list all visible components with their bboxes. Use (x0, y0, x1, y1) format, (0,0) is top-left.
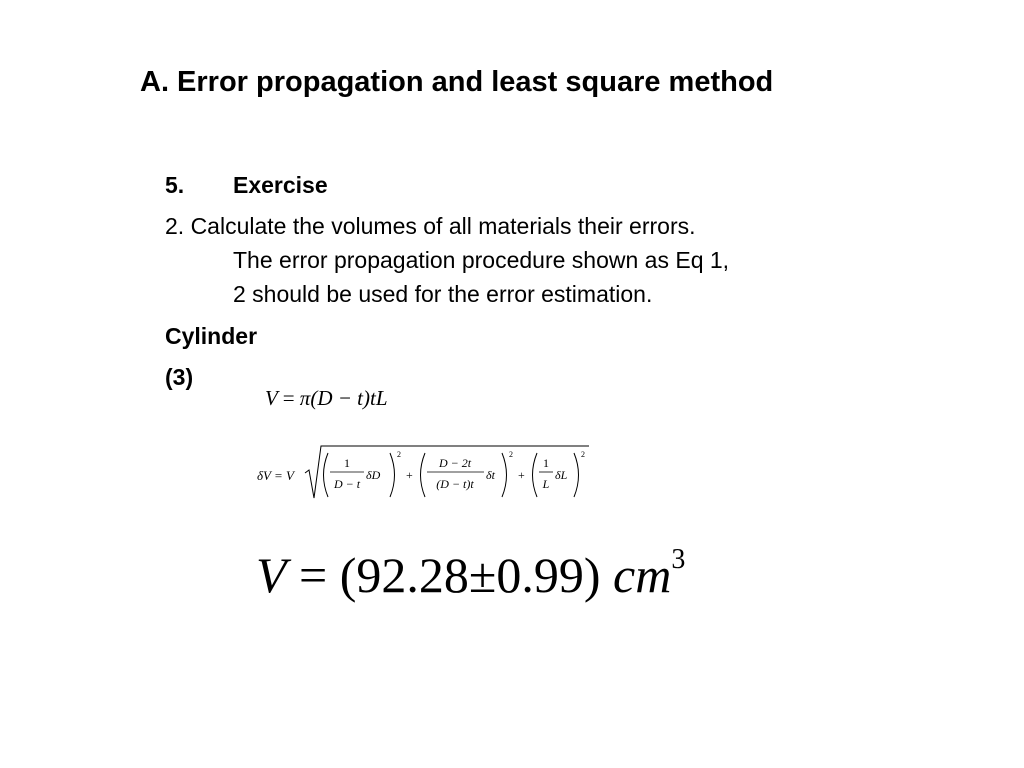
volume-lhs: V (265, 386, 278, 410)
result-lhs: V (256, 547, 287, 603)
result-plus-minus: ± (468, 547, 497, 603)
plus-1: + (406, 468, 413, 482)
paren-open-2 (421, 453, 426, 497)
paren-close-2 (502, 453, 507, 497)
result-value: (92.28 (339, 547, 469, 603)
term2-exponent: 2 (509, 450, 513, 459)
volume-suffix: tL (370, 386, 388, 410)
term1-factor: δD (366, 468, 381, 482)
result-error: 0.99) (496, 547, 601, 603)
slide-title: A. Error propagation and least square method (140, 66, 774, 98)
term2-denominator: (D − t)t (436, 477, 474, 491)
paragraph-line-2: The error propagation procedure shown as Eq 1, (233, 247, 730, 273)
volume-equals: = (282, 386, 295, 410)
term3-denominator: L (542, 477, 550, 491)
equation-number: (3) (165, 364, 194, 390)
section-number: 5. (165, 172, 185, 198)
error-propagation-equation (255, 440, 595, 506)
term1-denominator: D − t (333, 477, 361, 491)
result-unit: cm (613, 547, 672, 603)
paren-open-3 (533, 453, 538, 497)
section-title: Exercise (233, 172, 328, 198)
paragraph-line-1: 2. Calculate the volumes of all materials their errors. (165, 213, 696, 239)
shape-label: Cylinder (165, 323, 258, 349)
term2-factor: δt (486, 468, 495, 482)
volume-pi: π (299, 386, 311, 410)
term2-numerator: D − 2t (438, 456, 472, 470)
volume-equation (265, 386, 388, 411)
error-lhs: δV = V (257, 468, 294, 483)
plus-2: + (518, 468, 525, 482)
paragraph-line-3: 2 should be used for the error estimation. (233, 281, 653, 307)
term3-factor: δL (555, 468, 568, 482)
term1-numerator: 1 (344, 456, 350, 470)
term3-numerator: 1 (543, 456, 549, 470)
paren-open-1 (324, 453, 329, 497)
result-equals: = (299, 547, 328, 603)
result-equation (256, 546, 685, 604)
result-unit-exponent: 3 (671, 544, 686, 576)
volume-paren: (D − t) (310, 386, 370, 410)
instruction-paragraph (165, 209, 729, 311)
term1-exponent: 2 (397, 450, 401, 459)
paren-close-1 (390, 453, 395, 497)
paren-close-3 (574, 453, 579, 497)
section-heading (165, 168, 328, 202)
term3-exponent: 2 (581, 450, 585, 459)
